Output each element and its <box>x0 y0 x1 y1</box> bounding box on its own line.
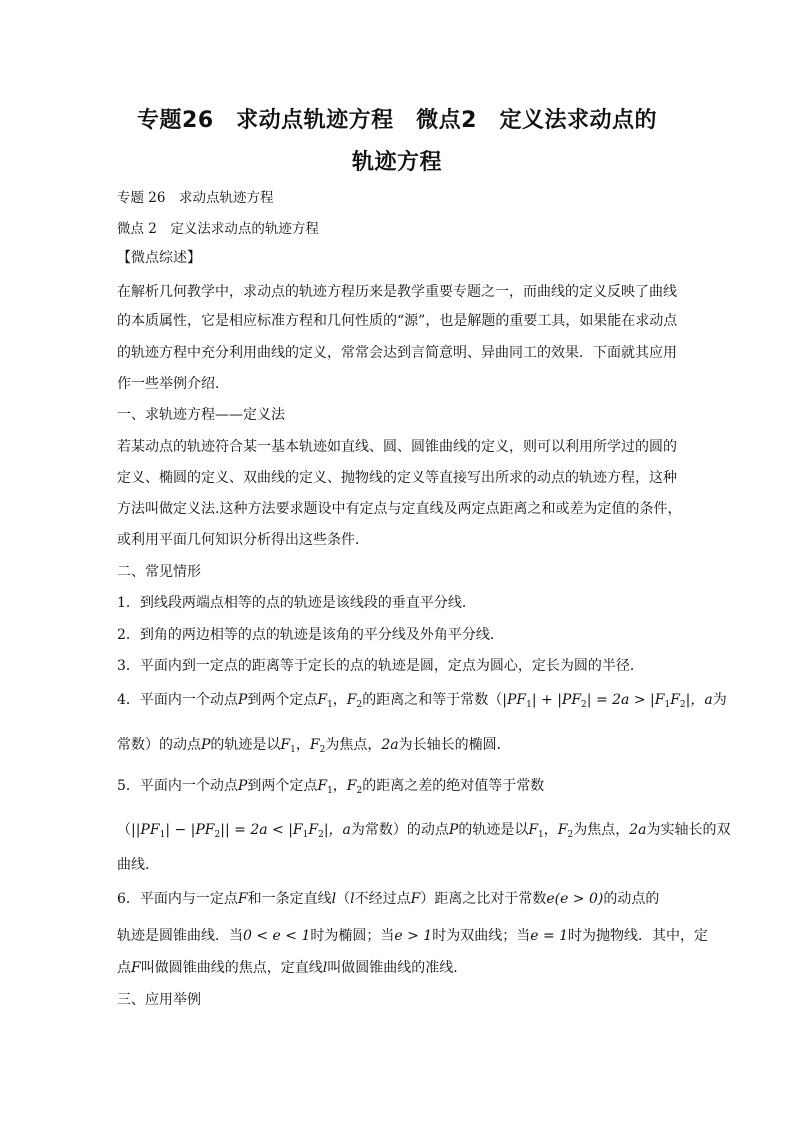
text: 不经过点 <box>354 891 411 907</box>
case-item-5-line3: 曲线． <box>117 857 159 873</box>
text: 为长轴长的椭圆． <box>398 737 511 753</box>
case-item-4-line1: 4．平面内一个动点P到两个定点$F_1$，$F_2$的距离之和等于常数（$|PF_1| + |PF_2| = 2a > |F_1F_2|$，a为 <box>117 692 727 710</box>
case-item-1: 1．到线段两端点相等的点的轨迹是该线段的垂直平分线． <box>117 595 476 611</box>
case-item-3: 3．平面内到一定点的距离等于定长的点的轨迹是圆，定点为圆心，定长为圆的半径． <box>117 658 644 674</box>
text: 为 <box>712 692 727 708</box>
overview-heading: 【微点综述】 <box>117 250 201 266</box>
text: 的轨迹是以 <box>458 822 529 838</box>
text: 常数）的动点 <box>117 737 201 753</box>
case-item-2: 2．到角的两边相等的点的轨迹是该角的平分线及外角平分线． <box>117 627 504 643</box>
page-title-line2: 轨迹方程 <box>351 150 442 175</box>
section1-line: 若某动点的轨迹符合某一基本轨迹如直线、圆、圆锥曲线的定义，则可以利用所学过的圆的 <box>117 439 677 455</box>
overview-line: 的轨迹方程中充分利用曲线的定义，常常会达到言简意明、异曲同工的效果．下面就其应用 <box>117 345 677 361</box>
text: 的轨迹是以 <box>210 737 281 753</box>
text: 轨迹是圆锥曲线．当 <box>117 928 243 944</box>
overview-line: 作一些举例介绍． <box>117 376 229 392</box>
text: 的距离之和等于常数（ <box>362 692 503 708</box>
section1-heading: 一、求轨迹方程——定义法 <box>117 407 285 423</box>
section3-heading: 三、应用举例 <box>117 992 201 1008</box>
sum-condition-formula: $|PF_1| + |PF_2| = 2a > |F_1F_2|$，a <box>502 692 713 710</box>
text: 时为抛物线．其中，定 <box>568 928 709 944</box>
text: 的距离之差的绝对值等于常数 <box>362 778 545 794</box>
text: 为焦点， <box>325 737 382 753</box>
text: 距离之比对于常数 <box>434 891 547 907</box>
text: 为实轴长的双 <box>646 822 731 838</box>
text: 的动点的 <box>603 891 660 907</box>
text: 时为椭圆；当 <box>310 928 395 944</box>
text: 到两个定点 <box>247 778 318 794</box>
page-title-line1: 专题26 求动点轨迹方程 微点2 定义法求动点的 <box>137 108 657 133</box>
text: 6．平面内与一定点 <box>117 891 238 907</box>
text: 4．平面内一个动点 <box>117 692 238 708</box>
point-label: 微点 2 定义法求动点的轨迹方程 <box>117 221 319 237</box>
text: 点 <box>117 960 131 976</box>
topic-label: 专题 26 求动点轨迹方程 <box>117 190 274 206</box>
section2-heading: 二、常见情形 <box>117 564 201 580</box>
text: 叫做圆锥曲线的准线． <box>327 960 468 976</box>
overview-line: 在解析几何教学中，求动点的轨迹方程历来是教学重要专题之一，而曲线的定义反映了曲线 <box>117 284 677 300</box>
text: 到两个定点 <box>247 692 318 708</box>
overview-line: 的本质属性，它是相应标准方程和几何性质的“源”，也是解题的重要工具，如果能在求动点 <box>117 313 678 329</box>
section1-line: 方法叫做定义法.这种方法要求题设中有定点与定直线及两定点距离之和或差为定值的条件， <box>117 501 682 517</box>
text: 和一条定直线 <box>247 891 332 907</box>
case-item-4-line2: 常数）的动点P的轨迹是以$F_1$，$F_2$为焦点，2a为长轴长的椭圆． <box>117 737 511 755</box>
section1-line: 或利用平面几何知识分析得出这些条件． <box>117 532 369 548</box>
section1-line: 定义、椭圆的定义、双曲线的定义、抛物线的定义等直接写出所求的动点的轨迹方程，这种 <box>117 470 677 486</box>
case-item-6-line3: 点F叫做圆锥曲线的焦点，定直线l叫做圆锥曲线的准线． <box>117 960 468 976</box>
text: 为焦点， <box>573 822 630 838</box>
case-item-5-line1: 5．平面内一个动点P到两个定点$F_1$，$F_2$的距离之差的绝对值等于常数 <box>117 778 545 796</box>
text: 5．平面内一个动点 <box>117 778 238 794</box>
case-item-5-line2: （$||PF_1| - |PF_2|| = 2a < |F_1F_2|$，a为常数）的动点P的轨迹是以$F_1$，$F_2$为焦点，2a为实轴长的双 <box>117 822 731 840</box>
case-item-6-line2: 轨迹是圆锥曲线．当0 < e < 1时为椭圆；当e > 1时为双曲线；当e = 1时为抛物线．其中，定 <box>117 928 709 944</box>
difference-condition-formula: $||PF_1| - |PF_2|| = 2a < |F_1F_2|$，a <box>131 822 351 840</box>
text: 叫做圆锥曲线的焦点，定直线 <box>140 960 323 976</box>
text: 为常数）的动点 <box>350 822 449 838</box>
case-item-6-line1: 6．平面内与一定点F和一条定直线l（l不经过点F）距离之比对于常数e(e > 0)的动点的 <box>117 891 660 907</box>
text: 时为双曲线；当 <box>432 928 531 944</box>
